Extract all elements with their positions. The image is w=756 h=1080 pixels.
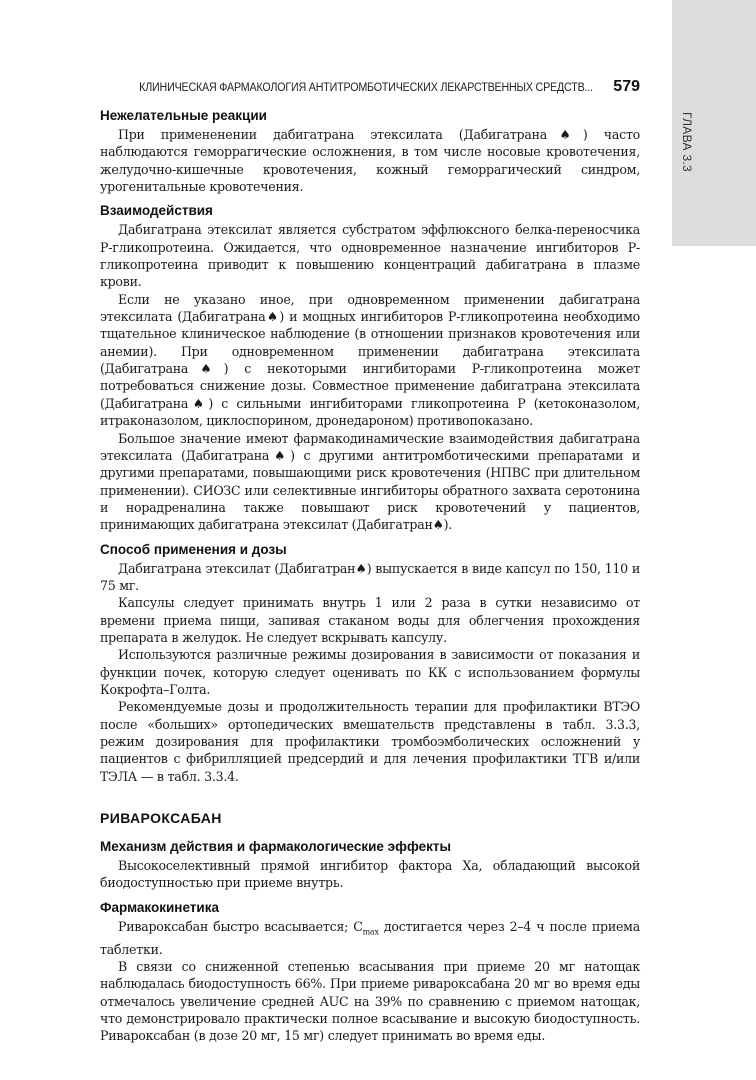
heading-interactions: Взаимодействия — [100, 203, 213, 219]
paragraph: Дабигатрана этексилат (Дабигатран♠) выпускается в виде капсул по 150, 110 и 75 мг. — [100, 560, 640, 593]
paragraph: Большое значение имеют фармакодинамические взаимодействия дабигатрана этексилата (Дабигатрана♠) с другими антитромботическими препаратами и другими препаратами, повышающими риск кровотечения (НПВС при длительном применении). СИОЗС или селективные ингибиторы обратного захвата серотонина и норадреналина также повышают риск кровотечений у пациентов, принимающих дабигатрана этексилат (Дабигатран♠). — [100, 430, 640, 533]
heading-dosing: Способ применения и дозы — [100, 541, 287, 557]
chapter-side-tab-label: ГЛАВА 3.3 — [680, 111, 694, 173]
running-header — [139, 78, 640, 100]
paragraph: Используются различные режимы дозирования в зависимости от показания и функции почек, которую следует оценивать по КК с использованием формулы Кокрофта–Голта. — [100, 647, 640, 697]
cmax-subscript: max — [362, 927, 379, 937]
paragraph: В связи со сниженной степенью всасывания при приеме 20 мг натощак наблюдалась биодоступность 66%. При приеме ривароксабана 20 мг во время еды отмечалось увеличение средней AUC на 39% по сравнению с приемом натощак, что демонстрировало практически полное всасывание и высокую биодоступность. Ривароксабан (в дозе 20 мг, 15 мг) следует принимать во время еды. — [100, 958, 640, 1044]
paragraph: Если не указано иное, при одновременном применении дабигатрана этексилата (Дабигатрана♠) и мощных ингибиторов Р-гликопротеина необходимо тщательное клиническое наблюдение (в отношении признаков кровотечения или анемии). При одновременном применении дабигатрана этексилата (Дабигатрана♠) с некоторыми ингибиторами Р-гликопротеина может потребоваться снижение дозы. Совместное применение дабигатрана этексилата (Дабигатрана♠) с сильными ингибиторами гликопротеина Р (кетоконазолом, итраконазолом, циклоспорином, дронедароном) противопоказано. — [100, 291, 640, 429]
heading-mechanism: Механизм действия и фармакологические эффекты — [100, 839, 451, 855]
heading-pharmacokinetics: Фармакокинетика — [100, 899, 219, 915]
running-title: КЛИНИЧЕСКАЯ ФАРМАКОЛОГИЯ АНТИТРОМБОТИЧЕСКИХ ЛЕКАРСТВЕННЫХ СРЕДСТВ... — [139, 82, 594, 94]
heading-rivaroxaban: РИВАРОКСАБАН — [100, 810, 222, 827]
paragraph-cmax: Ривароксабан быстро всасывается; $C_{max}$ достигается через 2–4 ч после приема таблетки. — [100, 918, 640, 957]
paragraph: Высокоселективный прямой ингибитор фактора Ха, обладающий высокой биодоступностью при приеме внутрь. — [100, 858, 640, 891]
paragraph: Рекомендуемые дозы и продолжительность терапии для профилактики ВТЭО после «больших» ортопедических вмешательств представлены в табл. 3.3.3, режим дозирования для профилактики тромбоэмболических осложнений у пациентов с фибрилляцией предсердий и для лечения профилактики ТГВ и/или ТЭЛА — в табл. 3.3.4. — [100, 699, 640, 784]
paragraph: Дабигатрана этексилат является субстратом эффлюксного белка-переносчика Р-гликопротеина. Ожидается, что одновременное назначение ингибиторов Р-гликопротеина приводит к повышению концентраций дабигатрана в плазме крови. — [100, 222, 640, 290]
page-content — [100, 106, 640, 1045]
paragraph: При примененении дабигатрана этексилата (Дабигатрана♠) часто наблюдаются геморрагические осложнения, в том числе носовые кровотечения, желудочно-кишечные кровотечения, кожный геморрагический синдром, урогенитальные кровотечения. — [100, 127, 640, 195]
page-number: 579 — [613, 78, 640, 95]
heading-adverse-reactions: Нежелательные реакции — [100, 108, 267, 123]
paragraph: Капсулы следует принимать внутрь 1 или 2 раза в сутки независимо от времени приема пищи, запивая стаканом воды для облегчения прохождения препарата в желудок. Не следует вскрывать капсулу. — [100, 595, 640, 645]
